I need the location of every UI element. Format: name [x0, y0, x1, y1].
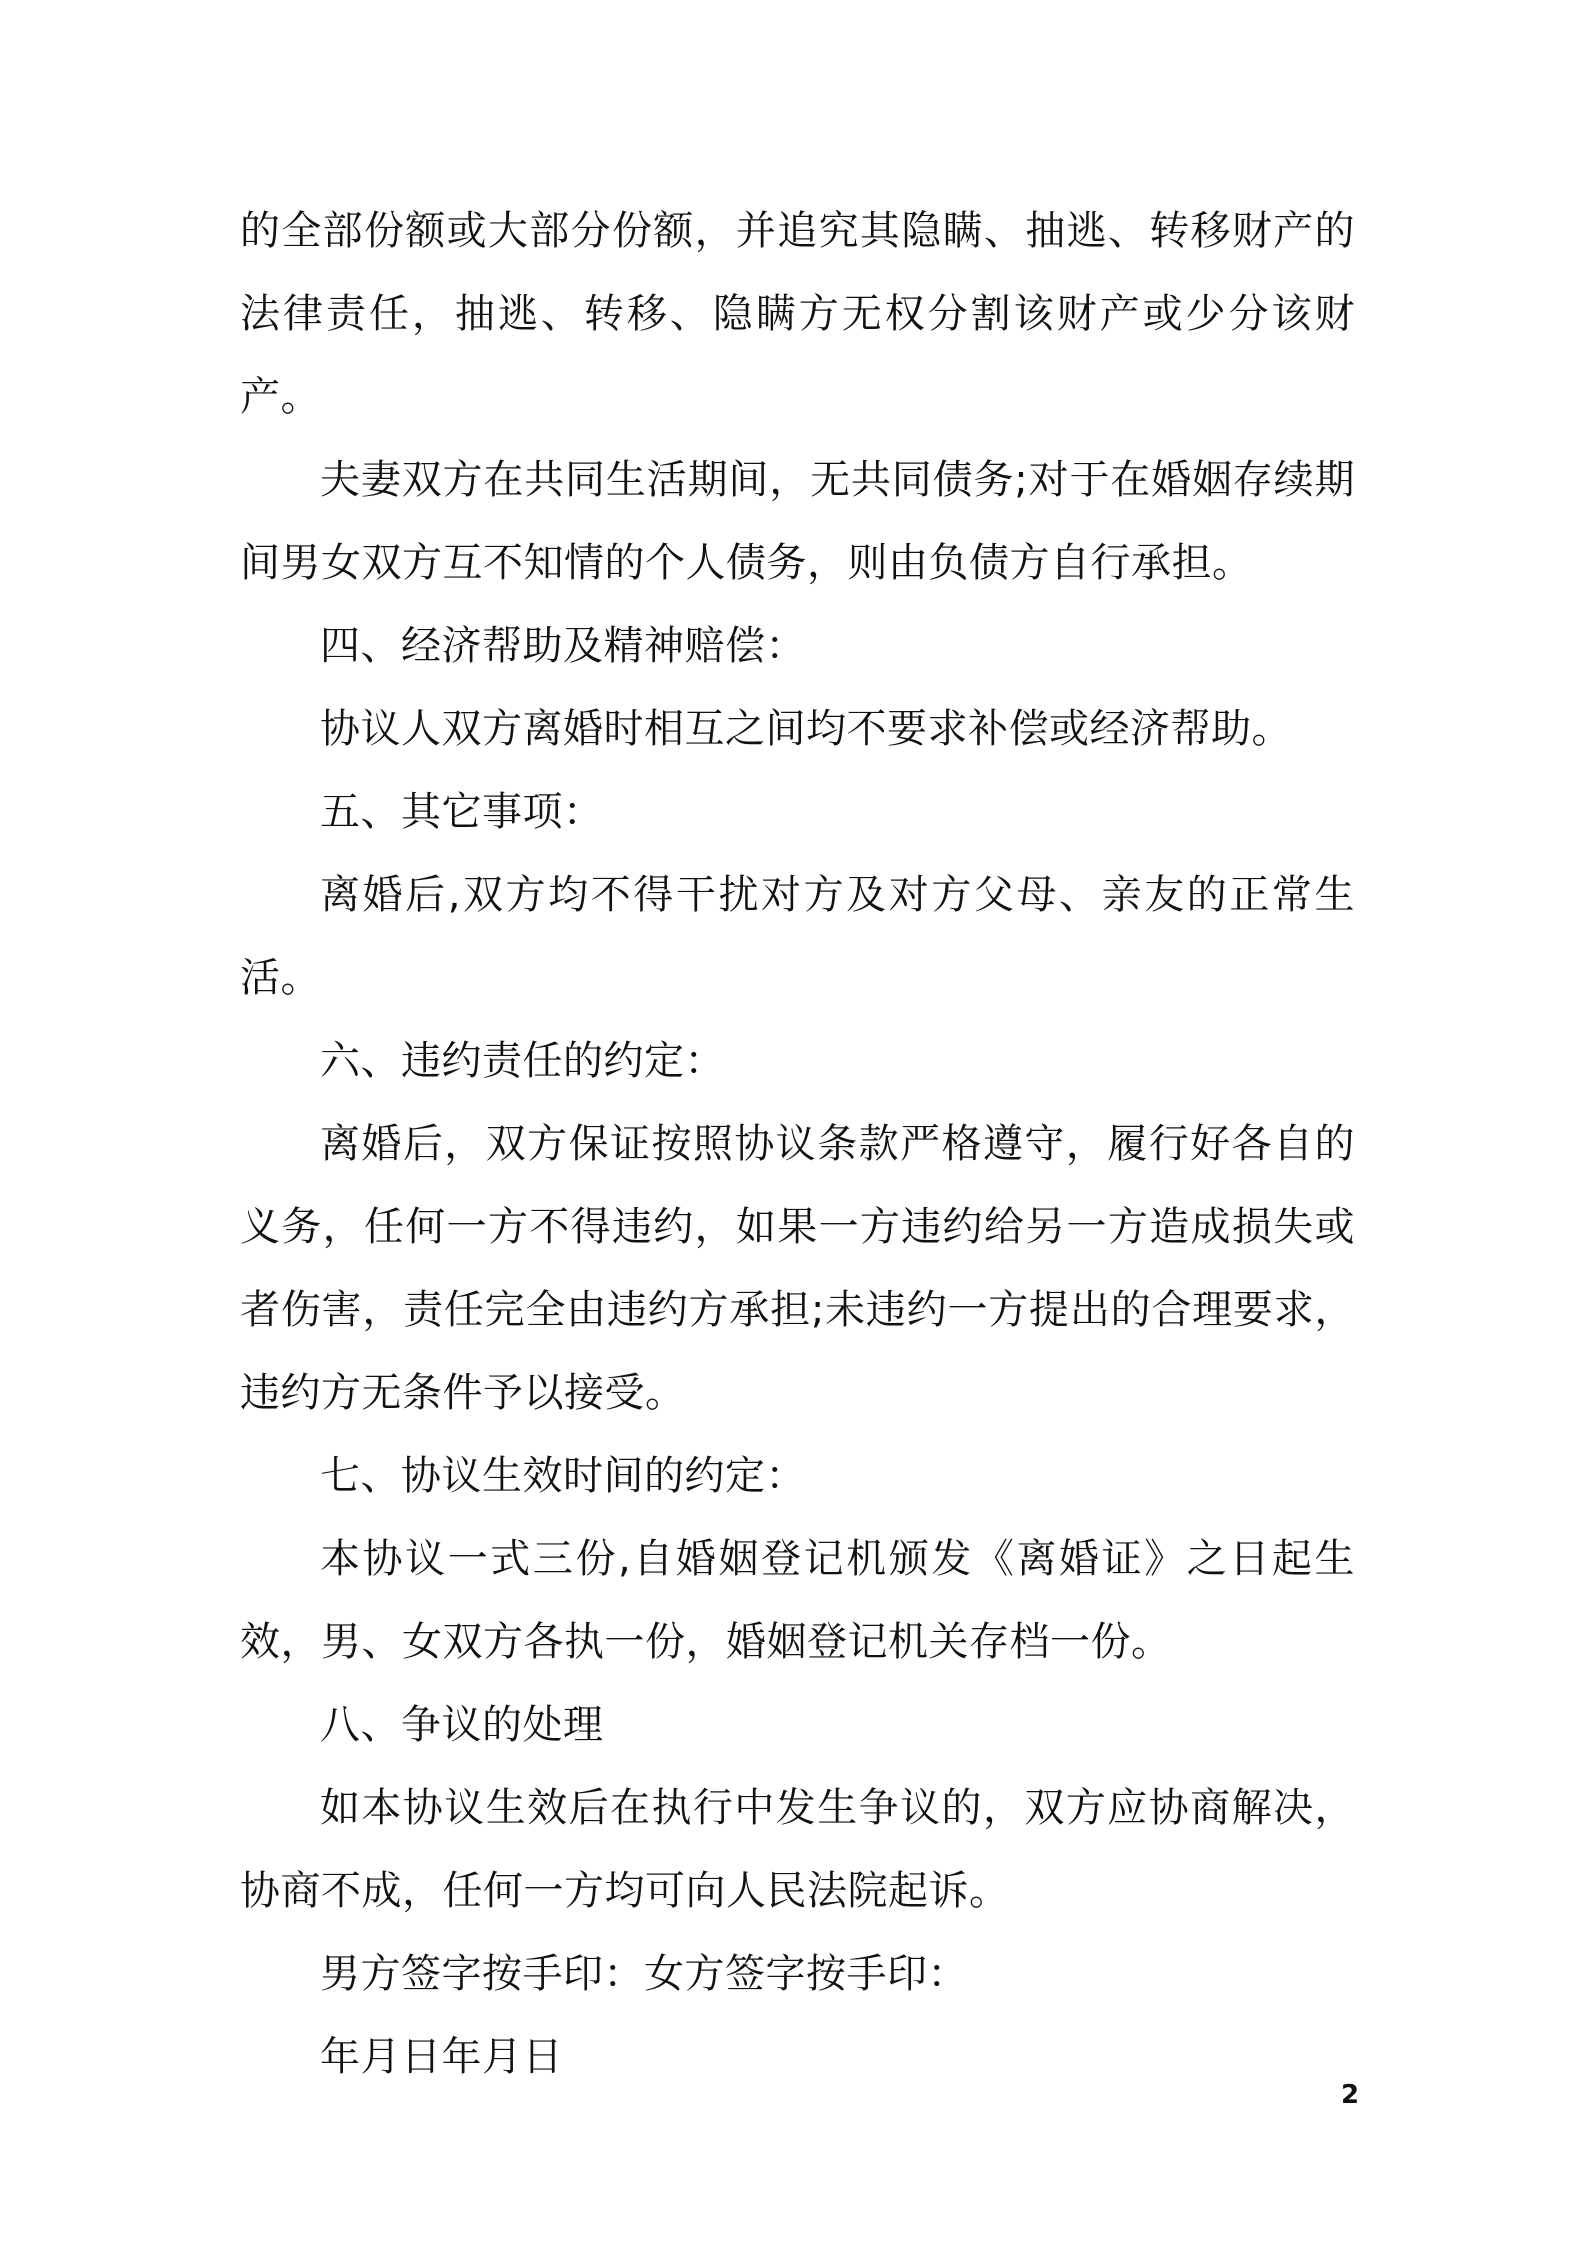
date-line: 年月日年月日	[320, 2034, 563, 2080]
page-number: 2	[1340, 2080, 1360, 2110]
heading-breach-liability: 六、违约责任的约定：	[320, 1038, 725, 1084]
paragraph-no-interference: 离婚后,双方均不得干扰对方及对方父母、亲友的正常生活。	[240, 872, 1355, 1001]
heading-other-matters: 五、其它事项：	[320, 789, 604, 835]
paragraph-breach-terms: 离婚后，双方保证按照协议条款严格遵守，履行好各自的义务，任何一方不得违约，如果一方违约给另一方造成损失或者伤害，责任完全由违约方承担;未违约一方提出的合理要求，违约方无条件予以接受。	[240, 1121, 1355, 1416]
heading-economic-help: 四、经济帮助及精神赔偿：	[320, 623, 806, 669]
paragraph-property-continuation: 的全部份额或大部分份额，并追究其隐瞒、抽逃、转移财产的法律责任，抽逃、转移、隐瞒方无权分割该财产或少分该财产。	[240, 208, 1355, 420]
paragraph-no-compensation: 协议人双方离婚时相互之间均不要求补偿或经济帮助。	[320, 706, 1292, 752]
paragraph-dispute-terms: 如本协议生效后在执行中发生争议的，双方应协商解决，协商不成，任何一方均可向人民法院起诉。	[240, 1785, 1355, 1914]
paragraph-effective-terms: 本协议一式三份,自婚姻登记机颁发《离婚证》之日起生效，男、女双方各执一份，婚姻登记机关存档一份。	[240, 1536, 1355, 1665]
heading-effective-time: 七、协议生效时间的约定：	[320, 1453, 806, 1499]
signature-line: 男方签字按手印：女方签字按手印：	[320, 1951, 968, 1997]
paragraph-debts: 夫妻双方在共同生活期间，无共同债务;对于在婚姻存续期间男女双方互不知情的个人债务，则由负债方自行承担。	[240, 457, 1355, 586]
heading-dispute-handling: 八、争议的处理	[320, 1702, 604, 1748]
document-body	[240, 190, 1355, 2099]
